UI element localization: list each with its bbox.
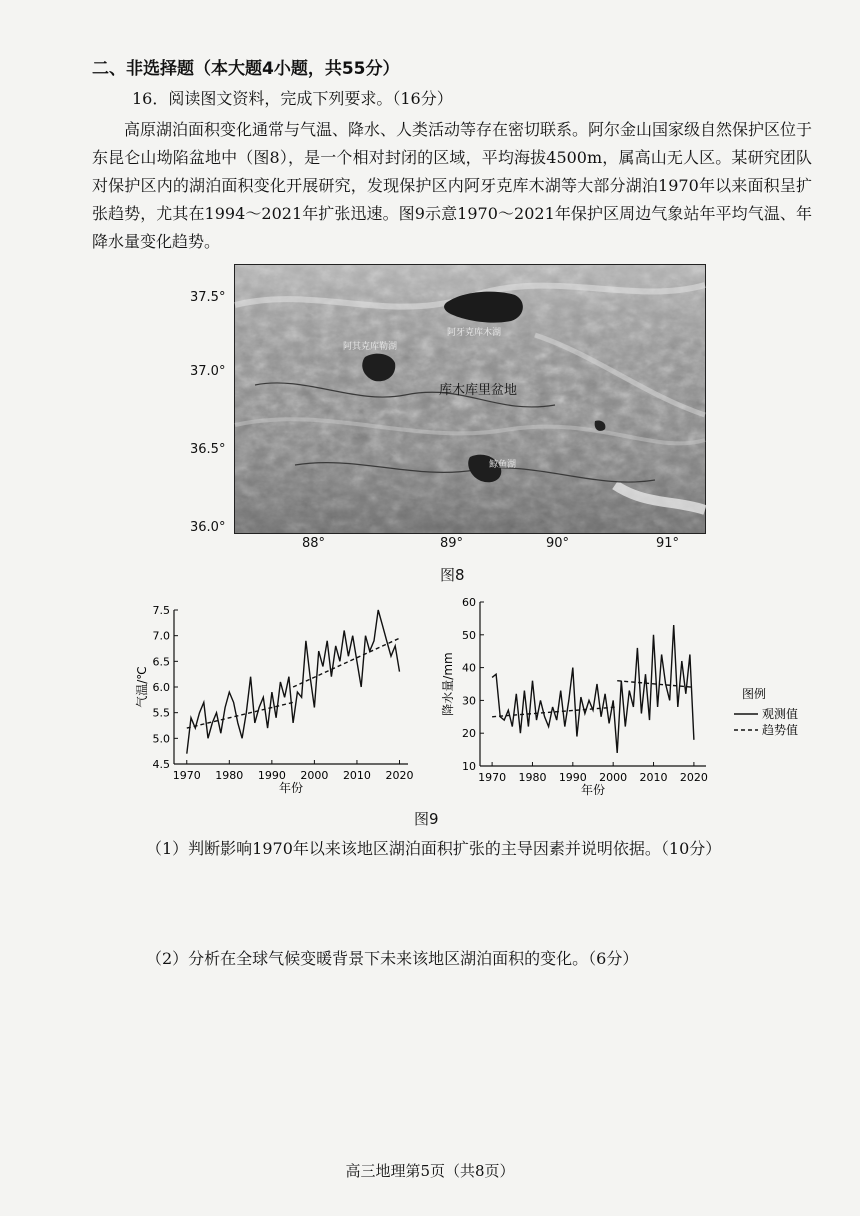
x-tick-label: 2020	[385, 769, 414, 782]
lon-label-90: 90°	[546, 536, 570, 551]
lon-label-91: 91°	[656, 536, 680, 551]
x-tick-label: 2020	[679, 771, 708, 784]
x-tick-label: 2010	[639, 771, 668, 784]
satellite-map	[234, 264, 706, 534]
observed-series-line	[492, 625, 694, 753]
y-tick-label: 7.5	[152, 604, 170, 617]
map-terrain	[235, 265, 705, 533]
x-tick-label: 1980	[215, 769, 244, 782]
y-tick-label: 60	[462, 596, 476, 609]
y-axis-label: 降水量/mm	[441, 652, 455, 716]
y-tick-label: 5.5	[152, 706, 170, 720]
label-lake-jingyu: 鲸鱼湖	[489, 460, 517, 470]
reading-paragraph: 高原湖泊面积变化通常与气温、降水、人类活动等存在密切联系。阿尔金山国家级自然保护区位于东昆仑山坳陷盆地中（图8），是一个相对封闭的区域，平均海拔4500m，属高山无人区。某研究团队对保护区内的湖泊面积变化开展研究，发现保护区内阿牙克库木湖等大部分湖泊1970年以来面积呈扩张趋势，尤其在1994～2021年扩张迅速。图9示意1970～2021年保护区周边气象站年平均气温、年降水量变化趋势。	[92, 120, 813, 251]
y-tick-label: 6.5	[152, 655, 170, 669]
x-axis-label: 年份	[580, 783, 606, 797]
lat-label-36.0: 36.0°	[190, 520, 226, 535]
x-tick-label: 1980	[518, 771, 547, 784]
question-header: 16．阅读图文资料，完成下列要求。（16分）	[132, 89, 453, 108]
label-lake-aqqikkol: 阿其克库勒湖	[343, 342, 398, 352]
x-tick-label: 1990	[558, 771, 587, 784]
y-tick-label: 6.0	[152, 681, 170, 694]
lon-label-89: 89°	[440, 536, 464, 551]
lon-label-88: 88°	[302, 536, 326, 551]
question-1: （1）判断影响1970年以来该地区湖泊面积扩张的主导因素并说明依据。（10分）	[146, 839, 722, 858]
y-tick-label: 40	[462, 661, 476, 675]
y-tick-label: 4.5	[152, 758, 170, 771]
x-tick-label: 2010	[342, 769, 371, 782]
legend-observed-label: 观测值	[762, 707, 799, 721]
figure9-caption: 图9	[414, 810, 439, 828]
legend-trend-label: 趋势值	[762, 723, 799, 737]
figure8-caption: 图8	[440, 566, 465, 584]
y-tick-label: 20	[462, 727, 476, 741]
x-tick-label: 1970	[478, 771, 507, 784]
y-tick-label: 50	[462, 628, 476, 642]
page-footer: 高三地理第5页（共8页）	[345, 1162, 515, 1180]
question-2: （2）分析在全球气候变暖背景下未来该地区湖泊面积的变化。（6分）	[146, 949, 639, 968]
label-basin: 库木库里盆地	[439, 383, 518, 398]
x-tick-label: 2000	[300, 769, 329, 782]
y-tick-label: 5.0	[152, 732, 170, 746]
y-tick-label: 30	[462, 694, 476, 708]
x-axis-label: 年份	[278, 781, 304, 795]
temperature-chart	[135, 596, 420, 801]
y-tick-label: 7.0	[152, 629, 170, 643]
lat-label-37.0: 37.0°	[190, 364, 226, 379]
x-tick-label: 1970	[172, 769, 201, 782]
legend-title: 图例	[742, 687, 767, 701]
y-axis-label: 气温/℃	[135, 666, 149, 708]
label-lake-ayakkum: 阿牙克库木湖	[447, 328, 502, 338]
lat-label-37.5: 37.5°	[190, 290, 226, 305]
y-tick-label: 10	[462, 760, 476, 773]
x-tick-label: 1990	[257, 769, 286, 782]
precipitation-chart	[430, 590, 799, 801]
lat-label-36.5: 36.5°	[190, 442, 226, 457]
x-tick-label: 2000	[599, 771, 628, 784]
observed-series-line	[187, 610, 400, 754]
section-title: 二、非选择题（本大题4小题，共55分）	[92, 59, 400, 79]
